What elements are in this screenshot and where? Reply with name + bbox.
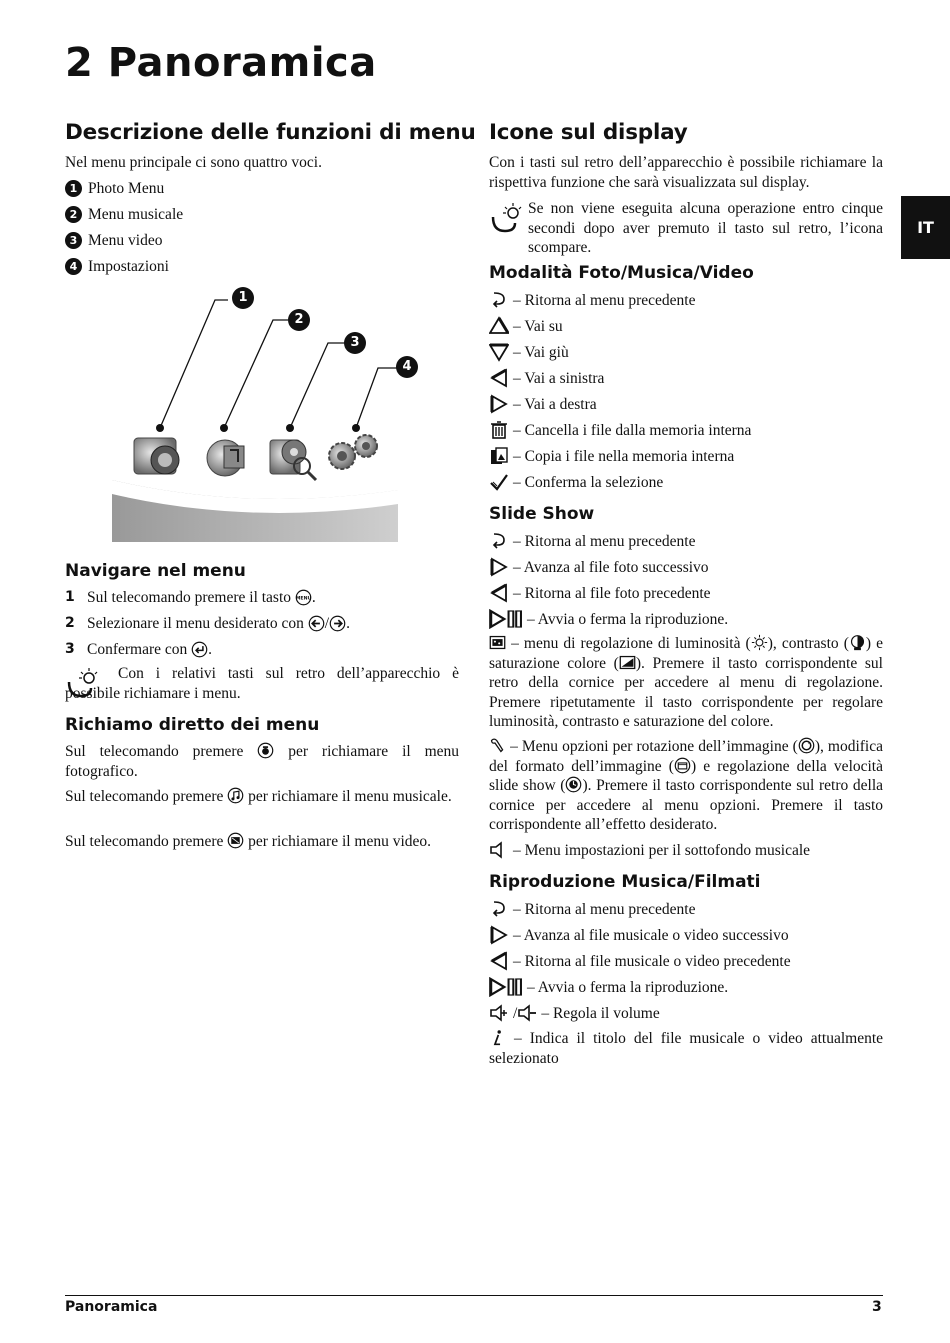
icon-list-item bbox=[489, 531, 695, 551]
down-arrow-icon bbox=[489, 342, 509, 362]
trash-icon bbox=[489, 420, 509, 440]
menu-item-label: Impostazioni bbox=[88, 258, 169, 275]
tip-text: Se non viene eseguita alcuna operazione entro cinque secondi dopo aver premuto il tasto sul retro, l’icona scompare. bbox=[528, 200, 883, 256]
para-text: ) e regolazione della velocità slide show ( bbox=[489, 757, 883, 794]
main-menu-illustration bbox=[110, 280, 430, 542]
icon-list-item bbox=[489, 446, 734, 466]
settings-menu-icon bbox=[329, 435, 377, 469]
menu-item-3 bbox=[65, 231, 162, 250]
icon-list-item bbox=[489, 342, 569, 362]
section-heading-navigate: Navigare nel menu bbox=[65, 561, 246, 581]
step-text: Selezionare il menu desiderato con bbox=[87, 615, 304, 632]
nav-step-3 bbox=[65, 640, 212, 659]
slideshow-speed-icon bbox=[565, 776, 582, 793]
icon-list-item bbox=[489, 557, 709, 577]
item-text: – Cancella i file dalla memoria interna bbox=[513, 421, 752, 439]
section-heading-menu-functions: Descrizione delle funzioni di menu bbox=[65, 120, 476, 145]
music-button-icon bbox=[227, 787, 244, 804]
para-text: ). Premere il tasto corrispondente sul retro della cornice per accedere al menu di regolazione. Premere ripetutamente il tasto corrispondente per regolare luminosità, contrasto e saturazione del colore. bbox=[489, 654, 883, 730]
photo-menu-icon bbox=[134, 438, 179, 474]
tip-text: Con i relativi tasti sul retro dell’apparecchio è possibile richiamare i menu. bbox=[65, 665, 459, 702]
image-format-icon bbox=[674, 757, 691, 774]
icon-list-item bbox=[489, 368, 604, 388]
icon-list-item bbox=[489, 951, 791, 971]
enter-button-icon bbox=[191, 641, 208, 658]
footer-rule bbox=[65, 1295, 883, 1296]
left-button-icon bbox=[308, 615, 325, 632]
page-number: 3 bbox=[872, 1299, 882, 1315]
item-number-badge: 1 bbox=[65, 180, 82, 197]
para-text: per richiamare il menu video. bbox=[248, 833, 432, 850]
menu-item-label: Menu musicale bbox=[88, 206, 184, 223]
return-icon bbox=[489, 290, 509, 310]
item-text: – Ritorna al menu precedente bbox=[513, 532, 696, 550]
direct-menu-video-para bbox=[65, 832, 459, 852]
step-text: Sul telecomando premere il tasto bbox=[87, 589, 292, 606]
icon-list-item bbox=[489, 977, 728, 997]
image-adjust-icon bbox=[489, 634, 506, 651]
footer-section-name: Panoramica bbox=[65, 1299, 158, 1315]
music-menu-icon bbox=[207, 440, 244, 476]
menu-button-icon bbox=[295, 589, 312, 606]
copy-icon bbox=[489, 446, 509, 466]
section-heading-display-icons: Icone sul display bbox=[489, 120, 688, 145]
para-text: ), modifica del formato dell’immagine ( bbox=[489, 738, 883, 775]
icon-list-item bbox=[489, 290, 695, 310]
icon-list-item bbox=[489, 899, 695, 919]
video-menu-icon bbox=[270, 440, 316, 480]
para-text: per richiamare il menu fotografico. bbox=[65, 743, 460, 780]
item-text: – Menu impostazioni per il sottofondo musicale bbox=[513, 841, 811, 859]
left-arrow-icon bbox=[489, 583, 509, 603]
video-button-icon bbox=[227, 832, 244, 849]
para-text: ), contrasto ( bbox=[767, 635, 849, 652]
item-number-badge: 4 bbox=[65, 258, 82, 275]
speaker-icon bbox=[489, 840, 509, 860]
tip-hand-icon bbox=[489, 201, 525, 233]
icon-list-item bbox=[489, 420, 751, 440]
section-heading-music-video-playback: Riproduzione Musica/Filmati bbox=[489, 872, 761, 892]
svg-text:MENU: MENU bbox=[295, 596, 312, 602]
play-pause-icon bbox=[489, 977, 523, 997]
right-button-icon bbox=[329, 615, 346, 632]
icon-list-item bbox=[489, 925, 789, 945]
item-text: – Vai su bbox=[513, 317, 563, 335]
para-text: per richiamare il menu musicale. bbox=[248, 788, 452, 805]
para-text: ). Premere il tasto corrispondente sul retro della cornice per accedere al menu opzioni. Premere il tasto corrispondente all’effetto desiderato. bbox=[489, 777, 884, 833]
item-text: – Copia i file nella memoria interna bbox=[513, 447, 735, 465]
up-arrow-icon bbox=[489, 316, 509, 336]
brightness-menu-para bbox=[489, 634, 883, 732]
direct-menu-music-para bbox=[65, 787, 459, 807]
item-text: – Avanza al file foto successivo bbox=[513, 558, 709, 576]
para-text: Sul telecomando premere bbox=[65, 788, 224, 805]
return-icon bbox=[489, 899, 509, 919]
para-text: Sul telecomando premere bbox=[65, 743, 244, 760]
language-tab: IT bbox=[901, 196, 950, 259]
nav-step-2: 2 Selezionare il menu desiderato con / . bbox=[65, 615, 350, 632]
rotate-icon bbox=[798, 737, 815, 754]
nav-step-1 bbox=[65, 588, 316, 607]
menu-item-label: Photo Menu bbox=[88, 180, 165, 197]
item-text: – Ritorna al menu precedente bbox=[513, 900, 696, 918]
volume-item bbox=[489, 1003, 660, 1023]
item-text: – Conferma la selezione bbox=[513, 473, 664, 491]
volume-down-icon bbox=[517, 1003, 537, 1023]
menu-intro-text: Nel menu principale ci sono quattro voci. bbox=[65, 154, 322, 171]
icon-list-item bbox=[489, 472, 663, 492]
item-text: – Ritorna al file musicale o video precedente bbox=[513, 952, 791, 970]
para-text: – Indica il titolo del file musicale o video attualmente selezionato bbox=[489, 1030, 884, 1067]
item-number-badge: 3 bbox=[65, 232, 82, 249]
item-text: – Vai a sinistra bbox=[513, 369, 605, 387]
photo-button-icon bbox=[257, 742, 274, 759]
step-number: 1 bbox=[65, 589, 75, 605]
page-title: 2 Panoramica bbox=[65, 40, 377, 86]
item-text: – Regola il volume bbox=[541, 1004, 660, 1022]
saturation-icon bbox=[619, 654, 636, 671]
menu-item-label: Menu video bbox=[88, 232, 163, 249]
right-arrow-icon bbox=[489, 557, 509, 577]
callout-badge: 4 bbox=[396, 356, 418, 378]
icon-list-item bbox=[489, 609, 728, 629]
volume-separator: / bbox=[513, 1004, 518, 1022]
step-number: 2 bbox=[65, 615, 75, 631]
play-pause-icon bbox=[489, 609, 523, 629]
info-icon bbox=[489, 1029, 506, 1046]
icon-list-item bbox=[489, 316, 563, 336]
right-arrow-icon bbox=[489, 925, 509, 945]
step-punct: . bbox=[311, 589, 316, 606]
step-punct: . bbox=[208, 641, 213, 658]
item-text: – Avanza al file musicale o video successivo bbox=[513, 926, 789, 944]
check-icon bbox=[489, 472, 509, 492]
callout-badge: 3 bbox=[344, 332, 366, 354]
section-heading-direct-menu: Richiamo diretto dei menu bbox=[65, 715, 320, 735]
item-text: – Ritorna al file foto precedente bbox=[513, 584, 711, 602]
item-number-badge: 2 bbox=[65, 206, 82, 223]
icon-list-item bbox=[489, 583, 711, 603]
section-heading-photo-music-video-mode: Modalità Foto/Musica/Video bbox=[489, 263, 754, 283]
left-arrow-icon bbox=[489, 368, 509, 388]
item-text: – Vai giù bbox=[513, 343, 569, 361]
icon-list-item bbox=[489, 394, 597, 414]
menu-item-4 bbox=[65, 257, 169, 276]
direct-menu-photo-para bbox=[65, 742, 459, 781]
item-text: – Avvia o ferma la riproduzione. bbox=[527, 978, 729, 996]
right-arrow-icon bbox=[489, 394, 509, 414]
item-text: – Vai a destra bbox=[513, 395, 597, 413]
step-text: Confermare con bbox=[87, 641, 188, 658]
options-menu-para bbox=[489, 737, 883, 835]
step-punct: . bbox=[346, 615, 350, 632]
para-text: Sul telecomando premere bbox=[65, 833, 224, 850]
return-icon bbox=[489, 531, 509, 551]
step-number: 3 bbox=[65, 641, 75, 657]
menu-item-1 bbox=[65, 179, 164, 198]
contrast-icon bbox=[849, 634, 866, 651]
menu-item-2 bbox=[65, 205, 183, 224]
item-text: – Ritorna al menu precedente bbox=[513, 291, 696, 309]
para-text: – Menu opzioni per rotazione dell’immagine ( bbox=[510, 738, 798, 755]
callout-badge: 1 bbox=[232, 287, 254, 309]
callout-badge: 2 bbox=[288, 309, 310, 331]
info-item-para bbox=[489, 1029, 883, 1068]
wrench-icon bbox=[489, 737, 506, 754]
volume-up-icon bbox=[489, 1003, 509, 1023]
left-arrow-icon bbox=[489, 951, 509, 971]
item-text: – Avvia o ferma la riproduzione. bbox=[527, 610, 729, 628]
display-icons-intro: Con i tasti sul retro dell’apparecchio è possibile richiamare la rispettiva funzione che sarà visualizzata sul display. bbox=[489, 154, 883, 191]
para-text: ) e saturazione colore ( bbox=[489, 635, 884, 672]
para-text: – menu di regolazione di luminosità ( bbox=[511, 635, 751, 652]
section-heading-slideshow: Slide Show bbox=[489, 504, 595, 524]
brightness-icon bbox=[751, 634, 768, 651]
music-settings-item bbox=[489, 840, 810, 860]
